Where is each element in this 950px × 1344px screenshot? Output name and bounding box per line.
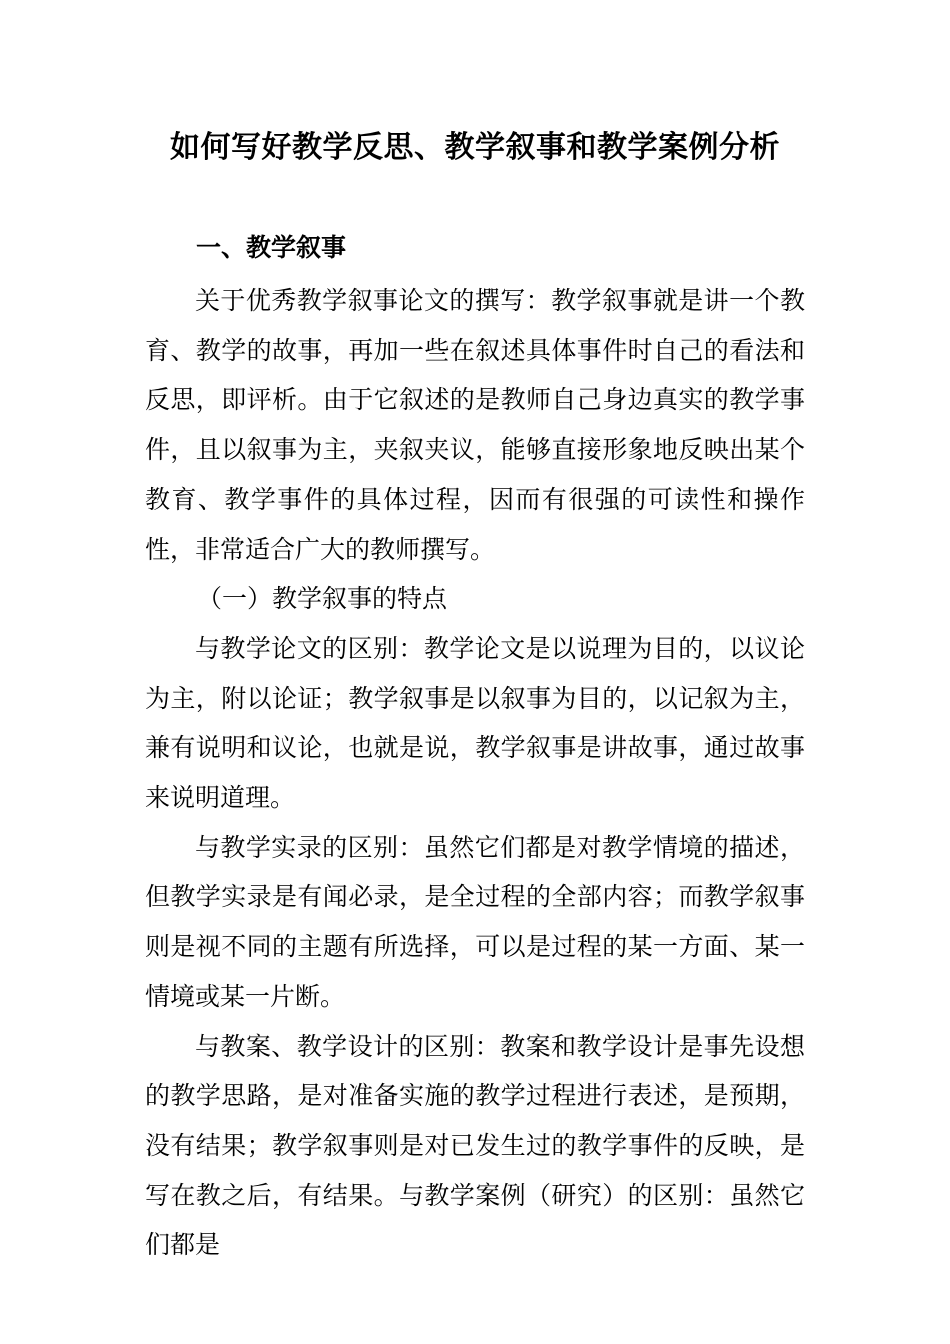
paragraph-intro: 关于优秀教学叙事论文的撰写：教学叙事就是讲一个教育、教学的故事，再加一些在叙述具体事件时自己的看法和反思，即评析。由于它叙述的是教师自己身边真实的教学事件，且以叙事为主，夹叙夹议，能够直接形象地反映出某个教育、教学事件的具体过程，因而有很强的可读性和操作性，非常适合广大的教师撰写。: [145, 286, 805, 564]
document-body: [145, 276, 805, 1270]
paragraph-vs-record: 与教学实录的区别：虽然它们都是对教学情境的描述，但教学实录是有闻必录，是全过程的全部内容；而教学叙事则是视不同的主题有所选择，可以是过程的某一方面、某一情境或某一片断。: [145, 832, 805, 1011]
paragraph-vs-thesis: 与教学论文的区别：教学论文是以说理为目的，以议论为主，附以论证；教学叙事是以叙事为目的，以记叙为主，兼有说明和议论，也就是说，教学叙事是讲故事，通过故事来说明道理。: [145, 633, 805, 813]
section-heading: 一、教学叙事: [196, 233, 347, 262]
document-title: 如何写好教学反思、教学叙事和教学案例分析: [170, 130, 780, 165]
subsection-heading: （一）教学叙事的特点: [197, 584, 448, 614]
paragraph-vs-lesson-plan: 与教案、教学设计的区别：教案和教学设计是事先设想的教学思路，是对准备实施的教学过程进行表述，是预期，没有结果；教学叙事则是对已发生过的教学事件的反映，是写在教之后，有结果。与教学案例（研究）的区别：虽然它们都是: [145, 1031, 805, 1260]
